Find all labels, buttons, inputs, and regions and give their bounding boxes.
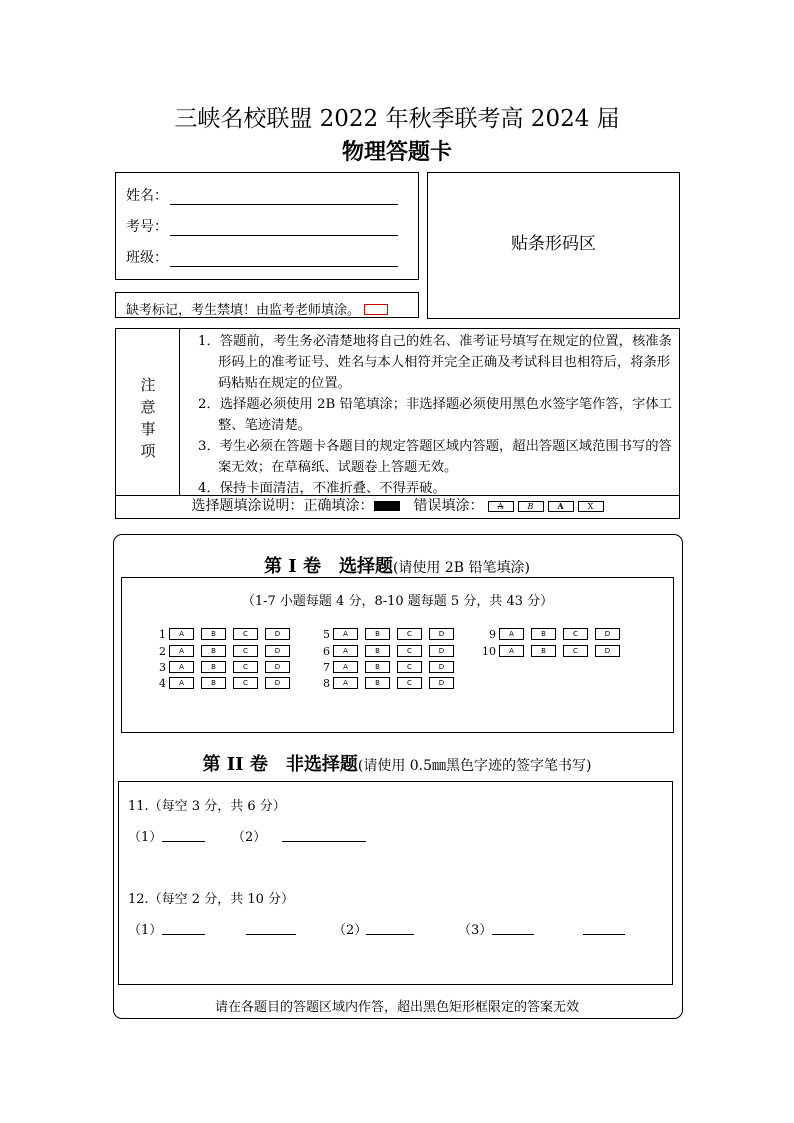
option-bubble[interactable]: B [365, 628, 390, 640]
option-bubble[interactable]: D [429, 645, 454, 657]
q12-blank-2[interactable] [366, 922, 414, 935]
option-bubble[interactable]: C [233, 661, 258, 673]
section2-title [0, 750, 794, 776]
option-bubble[interactable]: A [333, 628, 358, 640]
wrong-fill-label: 错误填涂： [413, 498, 484, 514]
name-label: 姓名： [126, 188, 168, 204]
wrong-fill-sample: A [548, 501, 574, 512]
q11-blank-2[interactable] [282, 829, 366, 842]
option-bubble[interactable]: B [201, 661, 226, 673]
option-bubble[interactable]: C [233, 628, 258, 640]
name-field[interactable] [126, 185, 398, 205]
option-bubble[interactable]: A [169, 628, 194, 640]
option-bubble[interactable]: A [169, 661, 194, 673]
option-bubble[interactable]: D [429, 628, 454, 640]
option-bubble[interactable]: A [169, 645, 194, 657]
option-bubble[interactable]: C [233, 677, 258, 689]
question-number: 3 [159, 660, 166, 674]
absent-mark[interactable] [364, 304, 388, 315]
choice-score-note: （1-7 小题每题 4 分，8-10 题每题 5 分，共 43 分） [241, 594, 554, 609]
section2-subtitle: (请使用 0.5㎜黑色字迹的签字笔书写) [357, 758, 592, 774]
q11-blank-1[interactable] [162, 829, 205, 842]
barcode-box [427, 172, 680, 319]
option-bubble[interactable]: C [397, 645, 422, 657]
class-label: 班级： [126, 250, 168, 266]
exam-number-line [170, 223, 398, 236]
class-line [170, 254, 398, 267]
choice-question [312, 677, 461, 689]
q12-blank-1b[interactable] [246, 922, 296, 935]
option-bubble[interactable]: D [265, 628, 290, 640]
question-number: 2 [159, 644, 166, 658]
absent-text: 缺考标记，考生禁填！由监考老师填涂。 [126, 303, 361, 318]
option-bubble[interactable]: C [233, 645, 258, 657]
wrong-fill-sample: X [578, 501, 604, 512]
question-number: 1 [159, 627, 166, 641]
choice-question [148, 677, 297, 689]
option-bubble[interactable]: D [429, 661, 454, 673]
option-bubble[interactable]: B [201, 645, 226, 657]
wrong-fill-sample: B [518, 501, 544, 512]
notice-char-4: 项 [140, 442, 156, 460]
section1-title [0, 552, 794, 578]
choice-question [148, 661, 297, 673]
option-bubble[interactable]: B [201, 677, 226, 689]
footer-note: 请在各题目的答题区域内作答，超出黑色矩形框限定的答案无效 [214, 1000, 579, 1015]
section1-title-text: 第 I 卷 选择题 [264, 556, 393, 577]
question-number: 6 [323, 644, 330, 658]
exam-number-label: 考号： [126, 219, 168, 235]
option-bubble[interactable]: B [531, 645, 556, 657]
q11-label: 11.（每空 3 分，共 6 分） [128, 799, 286, 814]
notice-item: 2．选择题必须使用 2B 铅笔填涂；非选择题必须使用黑色水签字笔作答，字体工整、笔迹清楚。 [198, 397, 672, 433]
option-bubble[interactable]: B [531, 628, 556, 640]
option-bubble[interactable]: A [169, 677, 194, 689]
fill-instruction-row [116, 495, 679, 517]
question-number: 4 [159, 676, 166, 690]
option-bubble[interactable]: C [563, 628, 588, 640]
q12-blank-2-label: （2） [333, 923, 368, 938]
notice-box [115, 328, 680, 519]
q11-blank-1-label: （1） [128, 830, 163, 845]
correct-fill-sample [374, 501, 400, 511]
choice-question [312, 661, 461, 673]
q11-blank-2-label: （2） [232, 830, 267, 845]
question-number: 5 [323, 627, 330, 641]
q12-blank-1a[interactable] [162, 922, 205, 935]
absent-box [115, 292, 419, 318]
choice-question [148, 645, 297, 657]
notice-char-2: 意 [140, 398, 156, 416]
option-bubble[interactable]: D [265, 661, 290, 673]
choice-question [312, 628, 461, 640]
notice-list [198, 331, 676, 499]
choice-question [478, 628, 627, 640]
option-bubble[interactable]: C [397, 677, 422, 689]
option-bubble[interactable]: C [397, 661, 422, 673]
option-bubble[interactable]: D [265, 677, 290, 689]
barcode-label: 贴条形码区 [511, 234, 596, 254]
choice-question [478, 645, 627, 657]
option-bubble[interactable]: D [429, 677, 454, 689]
q12-blank-1-label: （1） [128, 923, 163, 938]
option-bubble[interactable]: B [201, 628, 226, 640]
section1-subtitle: (请使用 2B 铅笔填涂) [392, 560, 530, 576]
notice-char-3: 事 [140, 420, 156, 438]
option-bubble[interactable]: B [365, 677, 390, 689]
option-bubble[interactable]: B [365, 661, 390, 673]
notice-item: 4．保持卡面清洁，不准折叠、不得弄破。 [198, 481, 446, 496]
wrong-fill-sample: A [488, 501, 514, 512]
name-line [170, 192, 398, 205]
option-bubble[interactable]: C [563, 645, 588, 657]
option-bubble[interactable]: A [333, 677, 358, 689]
option-bubble[interactable]: A [333, 661, 358, 673]
choice-question [312, 645, 461, 657]
class-field[interactable] [126, 247, 398, 267]
q12-blank-3a[interactable] [492, 922, 534, 935]
option-bubble[interactable]: A [499, 645, 524, 657]
option-bubble[interactable]: C [397, 628, 422, 640]
option-bubble[interactable]: D [595, 628, 620, 640]
notice-item: 3．考生必须在答题卡各题目的规定答题区域内答题，超出答题区域范围书写的答案无效；在草稿纸、试题卷上答题无效。 [198, 439, 672, 475]
q12-blank-3b[interactable] [583, 922, 625, 935]
student-info-box [115, 172, 419, 280]
choice-question [148, 628, 297, 640]
option-bubble[interactable]: A [333, 645, 358, 657]
answer-card-title: 物理答题卡 [341, 139, 452, 165]
section2-title-text: 第 II 卷 非选择题 [202, 754, 358, 775]
q12-blank-3-label: （3） [458, 923, 493, 938]
fill-instruction-text: 选择题填涂说明：正确填涂： [191, 498, 374, 514]
question-number: 8 [323, 676, 330, 690]
notice-heading [116, 329, 180, 495]
option-bubble[interactable]: D [595, 645, 620, 657]
option-bubble[interactable]: B [365, 645, 390, 657]
option-bubble[interactable]: D [265, 645, 290, 657]
notice-item: 1．答题前，考生务必清楚地将自己的姓名、准考证号填写在规定的位置，核准条形码上的准考证号、姓名与本人相符并完全正确及考试科目也相符后，将条形码粘贴在规定的位置。 [198, 334, 672, 391]
option-bubble[interactable]: A [499, 628, 524, 640]
question-number: 9 [489, 627, 496, 641]
question-number: 10 [482, 644, 496, 658]
q12-label: 12.（每空 2 分，共 10 分） [128, 892, 295, 907]
exam-title: 三峡名校联盟 2022 年秋季联考高 2024 届 [174, 106, 620, 132]
exam-number-field[interactable] [126, 216, 398, 236]
notice-char-1: 注 [140, 376, 156, 394]
question-number: 7 [323, 660, 330, 674]
